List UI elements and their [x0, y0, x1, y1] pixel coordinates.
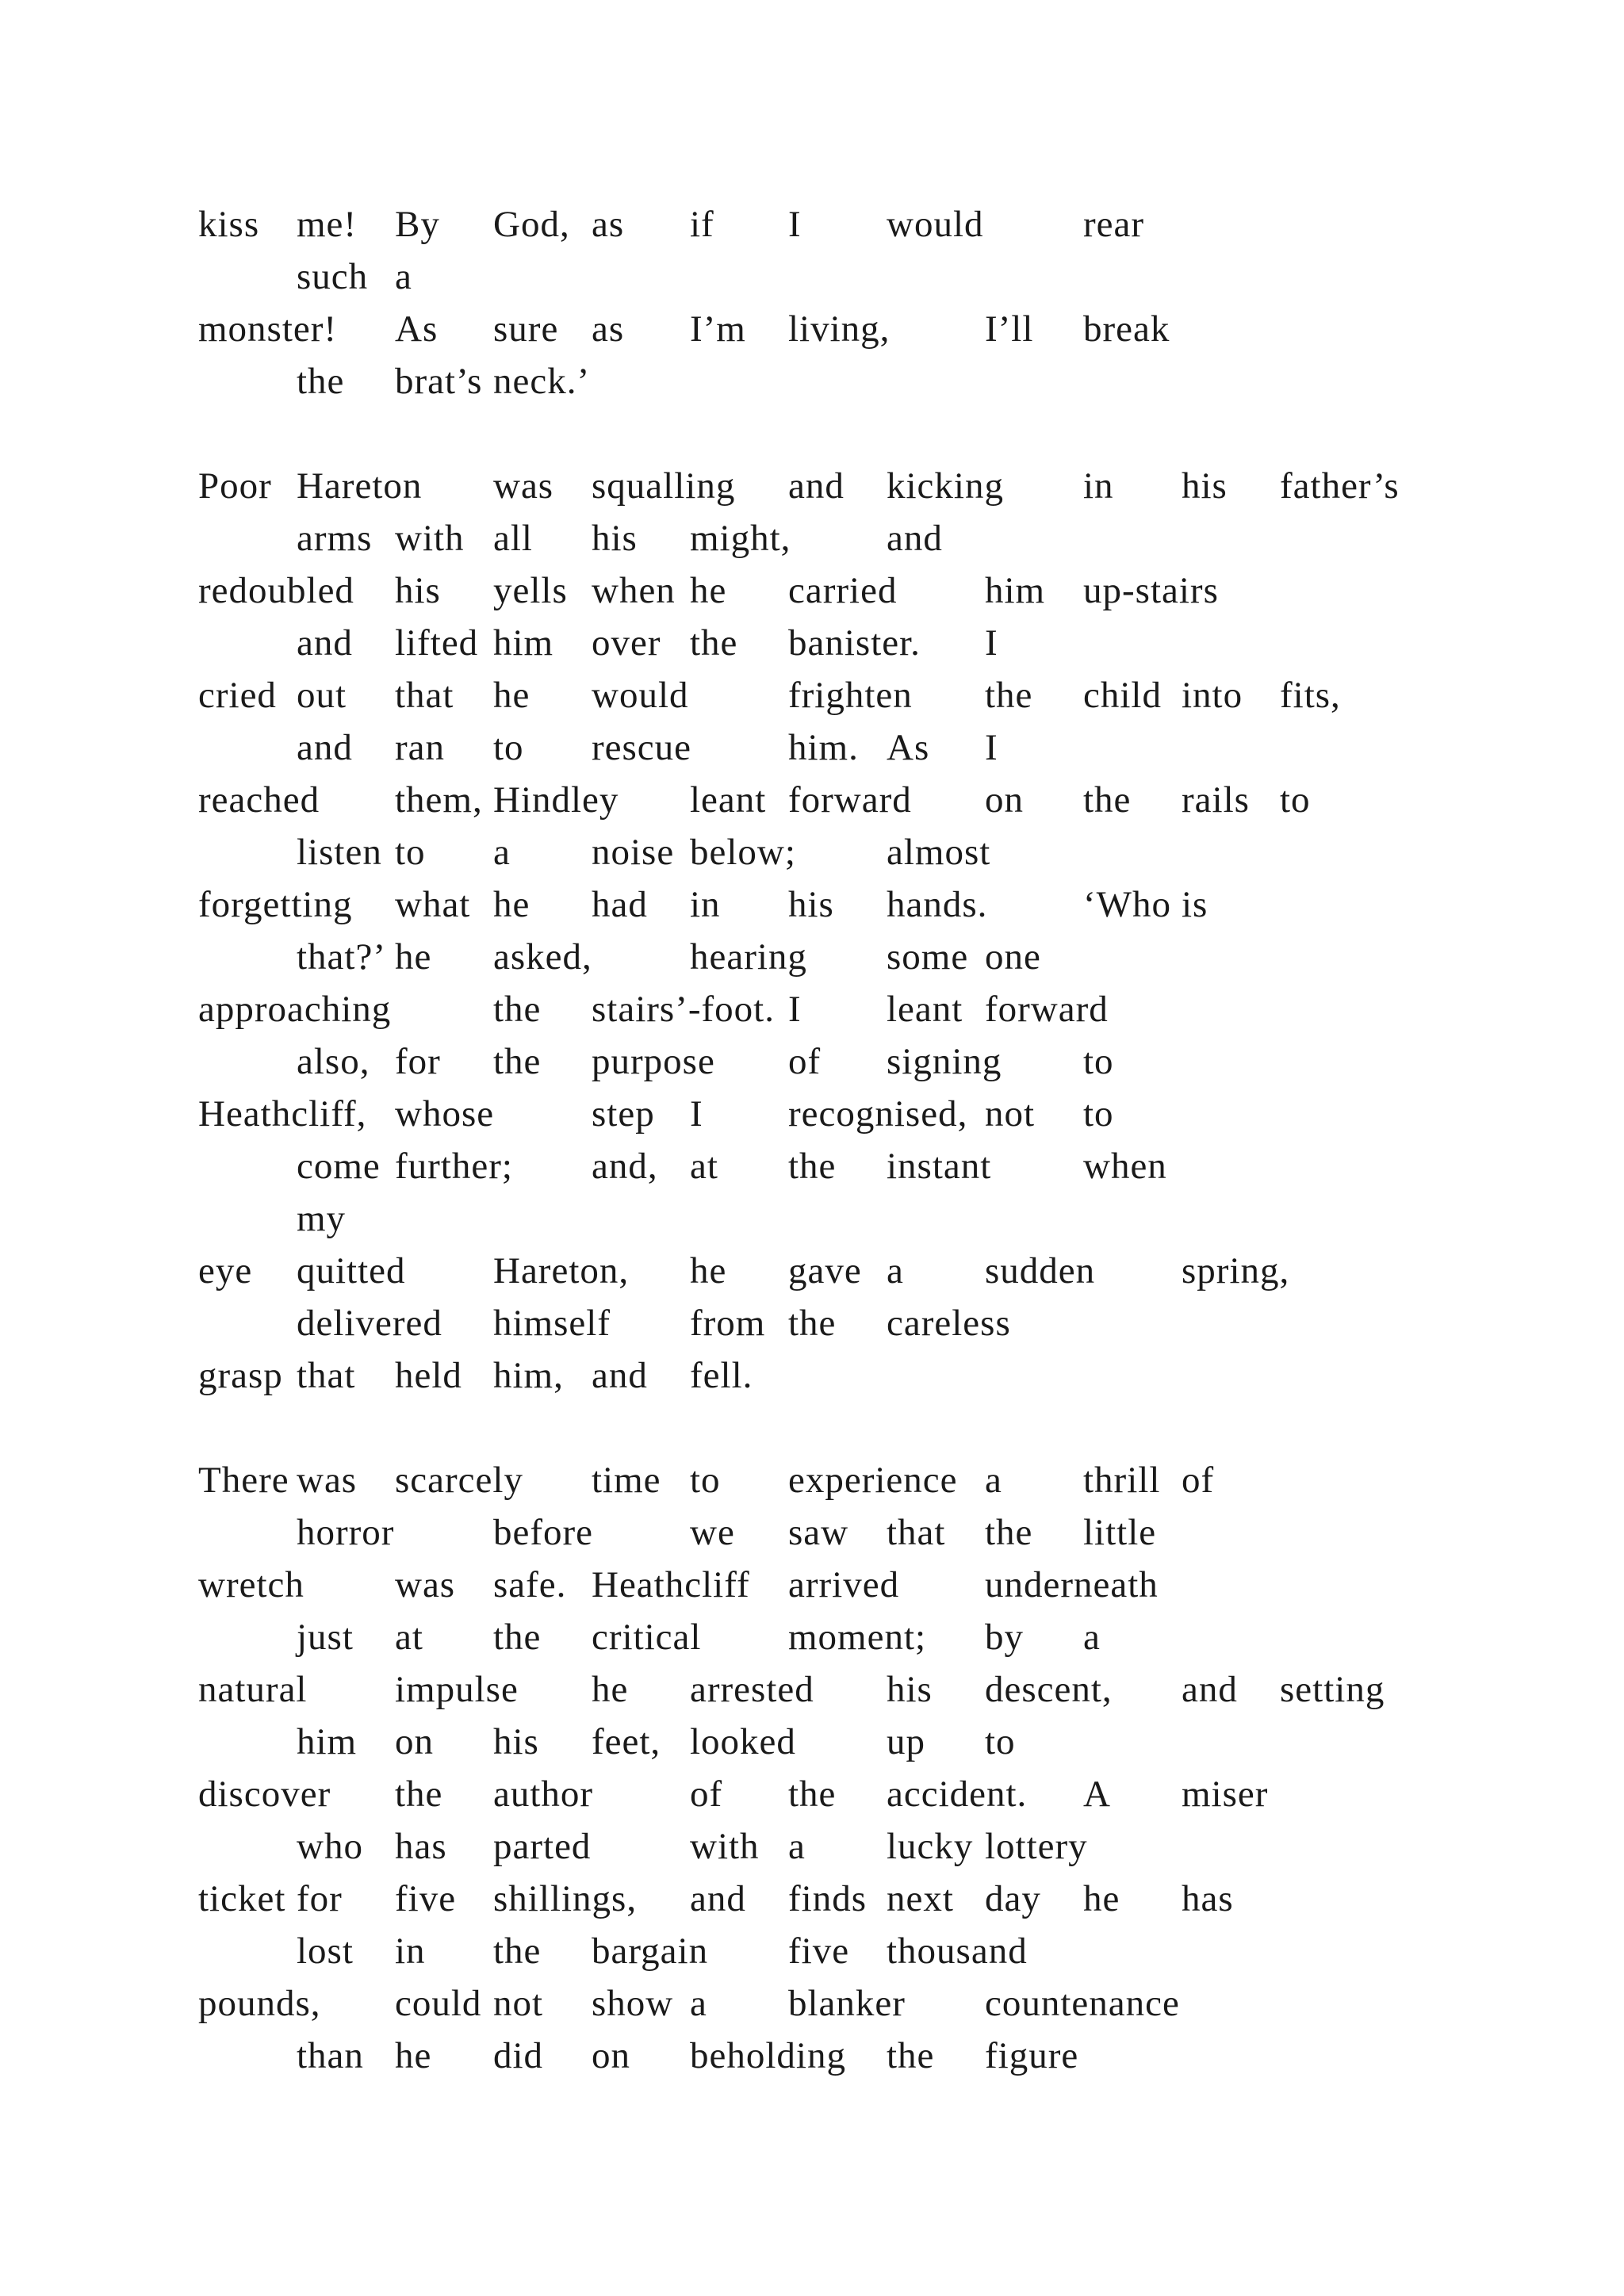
word: I’ll	[985, 308, 1034, 350]
text-line	[0, 1088, 1624, 1140]
word: come	[297, 1146, 381, 1187]
word: he	[690, 570, 727, 611]
word: time	[592, 1460, 661, 1501]
word: to	[1280, 779, 1311, 821]
word: I’m	[690, 308, 746, 350]
word: the	[788, 1146, 837, 1187]
word: the	[1083, 779, 1132, 821]
word: listen	[297, 832, 382, 873]
word: the	[493, 989, 542, 1030]
word: moment;	[788, 1617, 927, 1658]
word: over	[592, 622, 661, 664]
word: frighten	[788, 675, 913, 716]
text-line	[0, 1454, 1624, 1506]
word: safe.	[493, 1564, 567, 1605]
word: when	[592, 570, 676, 611]
word: carried	[788, 570, 898, 611]
word: him	[985, 570, 1046, 611]
word: with	[690, 1826, 760, 1867]
word: the	[690, 622, 738, 664]
text-line	[0, 1977, 1624, 2030]
word: There	[198, 1460, 289, 1501]
word: natural	[198, 1669, 308, 1710]
word: By	[395, 204, 440, 245]
word: his	[395, 570, 441, 611]
word: my	[297, 1198, 347, 1239]
word: bargain	[592, 1931, 709, 1972]
word: asked,	[493, 936, 592, 978]
word: the	[493, 1041, 542, 1082]
word: Heathcliff,	[198, 1093, 367, 1135]
word: some	[887, 936, 969, 978]
word: delivered	[297, 1303, 442, 1344]
word: thrill	[1083, 1460, 1161, 1501]
word: banister.	[788, 622, 921, 664]
word: and,	[592, 1146, 658, 1187]
word: that	[297, 1355, 356, 1396]
word: leant	[887, 989, 963, 1030]
word: redoubled	[198, 570, 354, 611]
word: out	[297, 675, 347, 716]
word: break	[1083, 308, 1170, 350]
word: signing	[887, 1041, 1002, 1082]
word: stairs’-foot.	[592, 989, 775, 1030]
word: arrived	[788, 1564, 900, 1605]
word: spring,	[1182, 1250, 1290, 1292]
word: the	[493, 1617, 542, 1658]
word: has	[395, 1826, 447, 1867]
word: his	[592, 518, 638, 559]
word: a	[690, 1983, 707, 2024]
word: he	[493, 675, 530, 716]
word: he	[592, 1669, 629, 1710]
text-line	[0, 251, 1624, 303]
word: instant	[887, 1146, 992, 1187]
word: scarcely	[395, 1460, 523, 1501]
text-line	[0, 1768, 1624, 1820]
word: forward	[985, 989, 1109, 1030]
word: yells	[493, 570, 568, 611]
word: at	[395, 1617, 423, 1658]
word: thousand	[887, 1931, 1028, 1972]
word: a	[395, 256, 412, 297]
word: him.	[788, 727, 859, 768]
word: gave	[788, 1250, 862, 1292]
word: reached	[198, 779, 320, 821]
word: critical	[592, 1617, 702, 1658]
word: sudden	[985, 1250, 1096, 1292]
word: hearing	[690, 936, 807, 978]
text-line	[0, 1925, 1624, 1977]
word: purpose	[592, 1041, 715, 1082]
word: for	[297, 1878, 343, 1919]
text-line	[0, 1820, 1624, 1873]
word: child	[1083, 675, 1162, 716]
word: next	[887, 1878, 954, 1919]
word: recognised,	[788, 1093, 968, 1135]
word: was	[297, 1460, 358, 1501]
word: might,	[690, 518, 791, 559]
word: to	[1083, 1093, 1114, 1135]
word: show	[592, 1983, 674, 2024]
text-line	[0, 617, 1624, 669]
word: the	[493, 1931, 542, 1972]
word: careless	[887, 1303, 1011, 1344]
word: discover	[198, 1774, 331, 1815]
word: the	[985, 1512, 1033, 1553]
word: me!	[297, 204, 358, 245]
word: that	[395, 675, 454, 716]
word: kicking	[887, 465, 1004, 507]
word: had	[592, 884, 648, 925]
text-line	[0, 721, 1624, 774]
word: hands.	[887, 884, 988, 925]
text-line	[0, 303, 1624, 355]
word: and	[592, 1355, 648, 1396]
word: the	[887, 2035, 935, 2076]
word: to	[493, 727, 524, 768]
word: forgetting	[198, 884, 353, 925]
text-line	[0, 1297, 1624, 1349]
word: in	[395, 1931, 426, 1972]
word: parted	[493, 1826, 592, 1867]
word: As	[395, 308, 439, 350]
word: that	[887, 1512, 946, 1553]
word: to	[690, 1460, 721, 1501]
word: a	[1083, 1617, 1101, 1658]
word: was	[395, 1564, 456, 1605]
word: into	[1182, 675, 1243, 716]
word: squalling	[592, 465, 736, 507]
word: of	[690, 1774, 723, 1815]
word: eye	[198, 1250, 253, 1292]
word: accident.	[887, 1774, 1028, 1815]
word: would	[887, 204, 984, 245]
text-line	[0, 983, 1624, 1035]
word: five	[788, 1931, 850, 1972]
word: underneath	[985, 1564, 1159, 1605]
word: saw	[788, 1512, 849, 1553]
word: could	[395, 1983, 482, 2024]
word: was	[493, 465, 554, 507]
word: Heathcliff	[592, 1564, 750, 1605]
word: on	[395, 1721, 434, 1762]
word: impulse	[395, 1669, 519, 1710]
word: has	[1182, 1878, 1234, 1919]
word: step	[592, 1093, 655, 1135]
word: him	[493, 622, 554, 664]
word: little	[1083, 1512, 1157, 1553]
word: a	[887, 1250, 904, 1292]
text-line	[0, 512, 1624, 564]
word: the	[395, 1774, 443, 1815]
text-line	[0, 355, 1624, 408]
word: finds	[788, 1878, 867, 1919]
paragraph-break	[0, 1402, 1624, 1454]
word: is	[1182, 884, 1208, 925]
word: quitted	[297, 1250, 406, 1292]
paragraph-break	[0, 408, 1624, 460]
word: below;	[690, 832, 796, 873]
word: to	[985, 1721, 1016, 1762]
word: day	[985, 1878, 1041, 1919]
word: not	[985, 1093, 1036, 1135]
word: lifted	[395, 622, 479, 664]
word: him	[297, 1721, 358, 1762]
word: I	[788, 989, 802, 1030]
word: on	[592, 2035, 630, 2076]
word: at	[690, 1146, 718, 1187]
word: a	[985, 1460, 1002, 1501]
word: I	[985, 727, 998, 768]
word: up	[887, 1721, 925, 1762]
word: when	[1083, 1146, 1167, 1187]
word: fell.	[690, 1355, 753, 1396]
word: up-stairs	[1083, 570, 1219, 611]
word: horror	[297, 1512, 395, 1553]
word: of	[788, 1041, 822, 1082]
text-line	[0, 1140, 1624, 1192]
word: father’s	[1280, 465, 1400, 507]
word: pounds,	[198, 1983, 321, 2024]
word: by	[985, 1617, 1024, 1658]
text-line	[0, 1192, 1624, 1245]
text-line	[0, 878, 1624, 931]
text-line	[0, 1716, 1624, 1768]
word: in	[1083, 465, 1114, 507]
text-line	[0, 1873, 1624, 1925]
word: descent,	[985, 1669, 1113, 1710]
word: As	[887, 727, 930, 768]
word: and	[1182, 1669, 1238, 1710]
word: to	[395, 832, 426, 873]
word: arms	[297, 518, 373, 559]
word: cried	[198, 675, 277, 716]
word: that?’	[297, 936, 386, 978]
word: Hareton,	[493, 1250, 630, 1292]
word: experience	[788, 1460, 958, 1501]
word: with	[395, 518, 465, 559]
word: the	[788, 1303, 837, 1344]
word: he	[690, 1250, 727, 1292]
word: forward	[788, 779, 912, 821]
word: who	[297, 1826, 363, 1867]
text-line	[0, 931, 1624, 983]
word: ‘Who	[1083, 884, 1172, 925]
word: further;	[395, 1146, 513, 1187]
word: his	[493, 1721, 539, 1762]
text-line	[0, 1035, 1624, 1088]
word: whose	[395, 1093, 495, 1135]
word: if	[690, 204, 714, 245]
word: one	[985, 936, 1041, 978]
text-line	[0, 1349, 1624, 1402]
word: of	[1182, 1460, 1215, 1501]
word: from	[690, 1303, 766, 1344]
text-line	[0, 1611, 1624, 1663]
word: lucky	[887, 1826, 974, 1867]
word: as	[592, 308, 625, 350]
word: countenance	[985, 1983, 1180, 2024]
word: and	[690, 1878, 746, 1919]
word: God,	[493, 204, 570, 245]
word: the	[297, 361, 345, 402]
word: him,	[493, 1355, 564, 1396]
text-line	[0, 198, 1624, 251]
word: miser	[1182, 1774, 1269, 1815]
text-line	[0, 1559, 1624, 1611]
word: Hareton	[297, 465, 423, 507]
word: would	[592, 675, 689, 716]
word: his	[887, 1669, 933, 1710]
word: leant	[690, 779, 767, 821]
word: such	[297, 256, 369, 297]
word: noise	[592, 832, 675, 873]
word: shillings,	[493, 1878, 638, 1919]
word: I	[985, 622, 998, 664]
word: not	[493, 1983, 544, 2024]
text-line	[0, 1506, 1624, 1559]
word: A	[1083, 1774, 1111, 1815]
word: the	[985, 675, 1033, 716]
word: ran	[395, 727, 446, 768]
word: he	[395, 936, 432, 978]
word: to	[1083, 1041, 1114, 1082]
word: in	[690, 884, 721, 925]
word: lost	[297, 1931, 354, 1972]
word: the	[788, 1774, 837, 1815]
word: a	[493, 832, 511, 873]
word: brat’s	[395, 361, 483, 402]
text-line	[0, 774, 1624, 826]
word: he	[1083, 1878, 1120, 1919]
word: setting	[1280, 1669, 1385, 1710]
word: himself	[493, 1303, 611, 1344]
word: rails	[1182, 779, 1250, 821]
word: he	[395, 2035, 432, 2076]
word: also,	[297, 1041, 370, 1082]
word: fits,	[1280, 675, 1341, 716]
word: Hindley	[493, 779, 619, 821]
word: and	[788, 465, 845, 507]
text-line	[0, 1663, 1624, 1716]
word: neck.’	[493, 361, 591, 402]
word: lottery	[985, 1826, 1088, 1867]
word: a	[788, 1826, 806, 1867]
word: and	[297, 727, 353, 768]
word: for	[395, 1041, 441, 1082]
text-line	[0, 1245, 1624, 1297]
word: living,	[788, 308, 891, 350]
text-line	[0, 564, 1624, 617]
text-line	[0, 460, 1624, 512]
word: looked	[690, 1721, 796, 1762]
word: arrested	[690, 1669, 814, 1710]
word: figure	[985, 2035, 1079, 2076]
word: and	[297, 622, 353, 664]
word: what	[395, 884, 471, 925]
word: he	[493, 884, 530, 925]
word: author	[493, 1774, 594, 1815]
word: approaching	[198, 989, 392, 1030]
word: Poor	[198, 465, 272, 507]
text-line	[0, 669, 1624, 721]
word: did	[493, 2035, 544, 2076]
word: before	[493, 1512, 594, 1553]
word: as	[592, 204, 625, 245]
word: monster!	[198, 308, 338, 350]
word: grasp	[198, 1355, 283, 1396]
word: on	[985, 779, 1024, 821]
word: his	[1182, 465, 1228, 507]
word: all	[493, 518, 533, 559]
word: beholding	[690, 2035, 846, 2076]
word: I	[690, 1093, 703, 1135]
word: feet,	[592, 1721, 661, 1762]
word: held	[395, 1355, 462, 1396]
word: sure	[493, 308, 559, 350]
word: I	[788, 204, 802, 245]
word: rescue	[592, 727, 692, 768]
word: and	[887, 518, 943, 559]
word: them,	[395, 779, 483, 821]
word: five	[395, 1878, 457, 1919]
word: his	[788, 884, 834, 925]
word: wretch	[198, 1564, 304, 1605]
word: blanker	[788, 1983, 906, 2024]
text-line	[0, 826, 1624, 878]
word: rear	[1083, 204, 1145, 245]
text-line	[0, 2030, 1624, 2082]
word: just	[297, 1617, 354, 1658]
word: ticket	[198, 1878, 286, 1919]
word: kiss	[198, 204, 260, 245]
word: than	[297, 2035, 364, 2076]
word: we	[690, 1512, 735, 1553]
word: almost	[887, 832, 991, 873]
